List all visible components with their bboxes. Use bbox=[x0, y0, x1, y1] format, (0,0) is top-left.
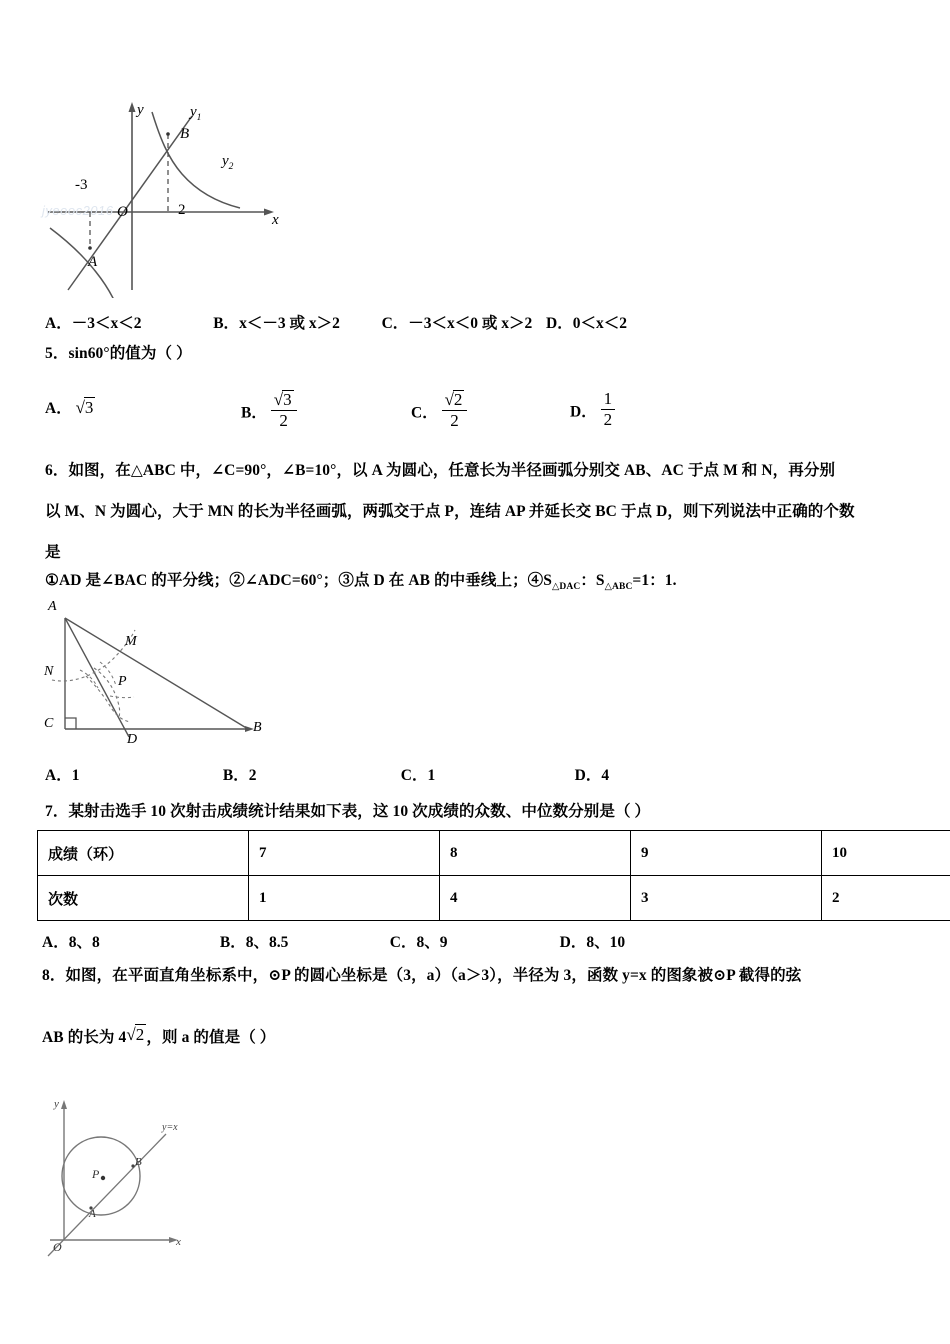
q7-option-a[interactable] bbox=[42, 930, 216, 952]
q5-option-d-label: D． bbox=[570, 403, 597, 421]
q5-option-c-label: C． bbox=[411, 404, 438, 422]
q5-option-d[interactable] bbox=[570, 390, 615, 429]
q4-option-c[interactable] bbox=[382, 311, 533, 333]
figure-q6-label-a: A bbox=[48, 599, 57, 614]
point-b-label: B bbox=[180, 126, 190, 142]
figure-q8-axis-y-label: y bbox=[54, 1098, 59, 1110]
q6-option-a-text: 1 bbox=[71, 767, 80, 784]
q4-option-a-label: A． bbox=[45, 315, 72, 332]
q4-option-b-label: B． bbox=[213, 315, 240, 332]
q6-option-c-text: 1 bbox=[427, 767, 436, 784]
q7-options-row bbox=[42, 930, 625, 952]
figure-q6-label-d: D bbox=[127, 732, 138, 747]
q6-stmt4-s1: S bbox=[543, 572, 553, 589]
table-cell-count-2: 3 bbox=[631, 876, 822, 921]
q5-option-c[interactable] bbox=[411, 390, 467, 430]
q6-option-a[interactable] bbox=[45, 763, 219, 785]
q6-option-c[interactable] bbox=[401, 763, 571, 785]
q4-option-a[interactable] bbox=[45, 311, 141, 333]
point-a-label: A bbox=[88, 254, 98, 270]
q7-option-d[interactable] bbox=[560, 930, 625, 952]
q7-option-d-text: 8、10 bbox=[586, 934, 626, 951]
q6-statements bbox=[45, 572, 677, 593]
q6-option-d[interactable] bbox=[575, 763, 609, 785]
q7-score-table bbox=[37, 830, 950, 921]
q7-option-a-text: 8、8 bbox=[68, 934, 100, 951]
q5-options-row bbox=[45, 378, 645, 428]
q6-stmt4-sub2: △ABC bbox=[604, 582, 633, 593]
q5-option-b[interactable] bbox=[241, 390, 297, 430]
tick-label-neg3: -3 bbox=[75, 177, 88, 193]
q6-option-c-label: C． bbox=[400, 767, 428, 784]
figure-q6-label-c: C bbox=[44, 716, 54, 731]
table-cell-score-2: 9 bbox=[631, 831, 822, 876]
q8-stem-line2-pre: AB 的长为 4 bbox=[42, 1029, 127, 1046]
q6-option-b[interactable] bbox=[223, 763, 397, 785]
q4-option-d[interactable] bbox=[546, 311, 627, 333]
q5-option-d-value: $\frac{1}{2}$ bbox=[601, 390, 616, 429]
q4-option-d-text: 0＜x＜2 bbox=[572, 315, 628, 332]
figure-q6-label-b: B bbox=[253, 720, 262, 735]
figure-q6-label-m: M bbox=[125, 634, 137, 649]
q8-stem-line2 bbox=[42, 1024, 275, 1048]
q4-options-row bbox=[45, 311, 627, 333]
q6-stem-line1: 6．如图，在△ABC 中，∠C=90°，∠B=10°，以 A 为圆心，任意长为半径画弧分别交 AB、AC 于点 M 和 N，再分别 bbox=[45, 462, 836, 479]
q6-stmt4-s2: S bbox=[595, 572, 605, 589]
q6-stmt4-mid: ： bbox=[580, 572, 596, 589]
q4-option-b-text: x＜－3 或 x＞2 bbox=[239, 315, 340, 332]
q7-option-c-label: C． bbox=[389, 934, 417, 951]
figure-q8-point-b-label: B bbox=[135, 1156, 142, 1168]
q7-option-c-text: 8、9 bbox=[416, 934, 448, 951]
q4-option-c-text: －3＜x＜0 或 x＞2 bbox=[408, 315, 533, 332]
tick-label-2: 2 bbox=[178, 202, 186, 218]
table-header-count: 次数 bbox=[38, 876, 249, 921]
curve-label-y1: $y_1$ bbox=[190, 104, 202, 123]
q4-option-c-label: C． bbox=[381, 315, 409, 332]
q6-option-b-label: B． bbox=[222, 767, 249, 784]
watermark-text: jyeooc2016 bbox=[42, 203, 114, 218]
q5-stem: 5．sin60°的值为（ ） bbox=[45, 345, 192, 362]
q5-option-c-value: $\frac{√2}{2}$ bbox=[442, 390, 468, 430]
q7-option-a-label: A． bbox=[42, 934, 69, 951]
q5-option-a-value: √3 bbox=[75, 398, 94, 417]
figure-q6-triangle bbox=[32, 598, 322, 758]
q4-option-d-label: D． bbox=[546, 315, 573, 332]
figure-q6-label-p: P bbox=[118, 674, 127, 689]
q4-option-a-text: －3＜x＜2 bbox=[71, 315, 142, 332]
q7-stem: 7．某射击选手 10 次射击成绩统计结果如下表，这 10 次成绩的众数、中位数分别是（ ） bbox=[45, 803, 651, 820]
axis-x-label: x bbox=[272, 212, 279, 228]
q7-option-c[interactable] bbox=[390, 930, 556, 952]
table-row-scores bbox=[38, 831, 950, 876]
figure-q8-point-a-label: A bbox=[89, 1208, 96, 1220]
q7-option-b[interactable] bbox=[220, 930, 386, 952]
q6-options-row bbox=[45, 763, 609, 785]
figure-q6-svg bbox=[32, 598, 322, 758]
q8-radical: √2 bbox=[126, 1025, 145, 1044]
q5-option-b-value: $\frac{√3}{2}$ bbox=[271, 390, 297, 430]
q6-option-d-label: D． bbox=[574, 767, 602, 784]
figure-q8-center-label: P bbox=[92, 1167, 100, 1181]
q5-option-a[interactable] bbox=[45, 396, 95, 418]
table-header-score: 成绩（环） bbox=[38, 831, 249, 876]
figure-q8-line-label: y=x bbox=[162, 1122, 178, 1133]
q8-stem-line2-post: ，则 a 的值是（ ） bbox=[146, 1029, 276, 1046]
origin-label: O bbox=[117, 204, 128, 220]
q6-stmt4-tail: =1：1. bbox=[632, 572, 677, 589]
figure-q8-origin-label: O bbox=[53, 1240, 62, 1254]
q6-statements-text: ①AD 是∠BAC 的平分线；②∠ADC=60°；③点 D 在 AB 的中垂线上；④ bbox=[45, 572, 544, 589]
axis-y-label: y bbox=[137, 102, 144, 118]
curve-label-y2: $y_2$ bbox=[222, 153, 234, 172]
q6-stem-line2: 以 M、N 为圆心，大于 MN 的长为半径画弧，两弧交于点 P，连结 AP 并延长交 BC 于点 D，则下列说法中正确的个数 bbox=[45, 503, 855, 520]
table-cell-count-3: 2 bbox=[822, 876, 950, 921]
q6-option-b-text: 2 bbox=[248, 767, 257, 784]
q7-option-d-label: D． bbox=[559, 934, 587, 951]
figure-q4-graph bbox=[40, 78, 300, 298]
table-cell-count-1: 4 bbox=[440, 876, 631, 921]
table-row-counts bbox=[38, 876, 950, 921]
figure-q8-circle bbox=[34, 1088, 234, 1263]
q7-option-b-text: 8、8.5 bbox=[245, 934, 289, 951]
q4-option-b[interactable] bbox=[213, 311, 340, 333]
q7-option-b-label: B． bbox=[219, 934, 246, 951]
q6-stem-line3: 是 bbox=[45, 544, 61, 561]
q5-option-b-label: B． bbox=[241, 404, 267, 422]
figure-q8-axis-x-label: x bbox=[176, 1236, 181, 1248]
q6-option-a-label: A． bbox=[45, 767, 72, 784]
q6-option-d-text: 4 bbox=[601, 767, 610, 784]
table-cell-score-0: 7 bbox=[249, 831, 440, 876]
table-cell-count-0: 1 bbox=[249, 876, 440, 921]
figure-q8-svg bbox=[34, 1088, 234, 1263]
q5-option-a-label: A． bbox=[45, 400, 72, 417]
q8-stem-line1: 8．如图，在平面直角坐标系中，⊙P 的圆心坐标是（3，a）（a＞3），半径为 3，函数 y=x 的图象被⊙P 截得的弦 bbox=[42, 967, 802, 984]
table-cell-score-1: 8 bbox=[440, 831, 631, 876]
table-cell-score-3: 10 bbox=[822, 831, 950, 876]
q6-stmt4-sub1: △DAC bbox=[552, 582, 581, 593]
figure-q6-label-n: N bbox=[44, 664, 54, 679]
